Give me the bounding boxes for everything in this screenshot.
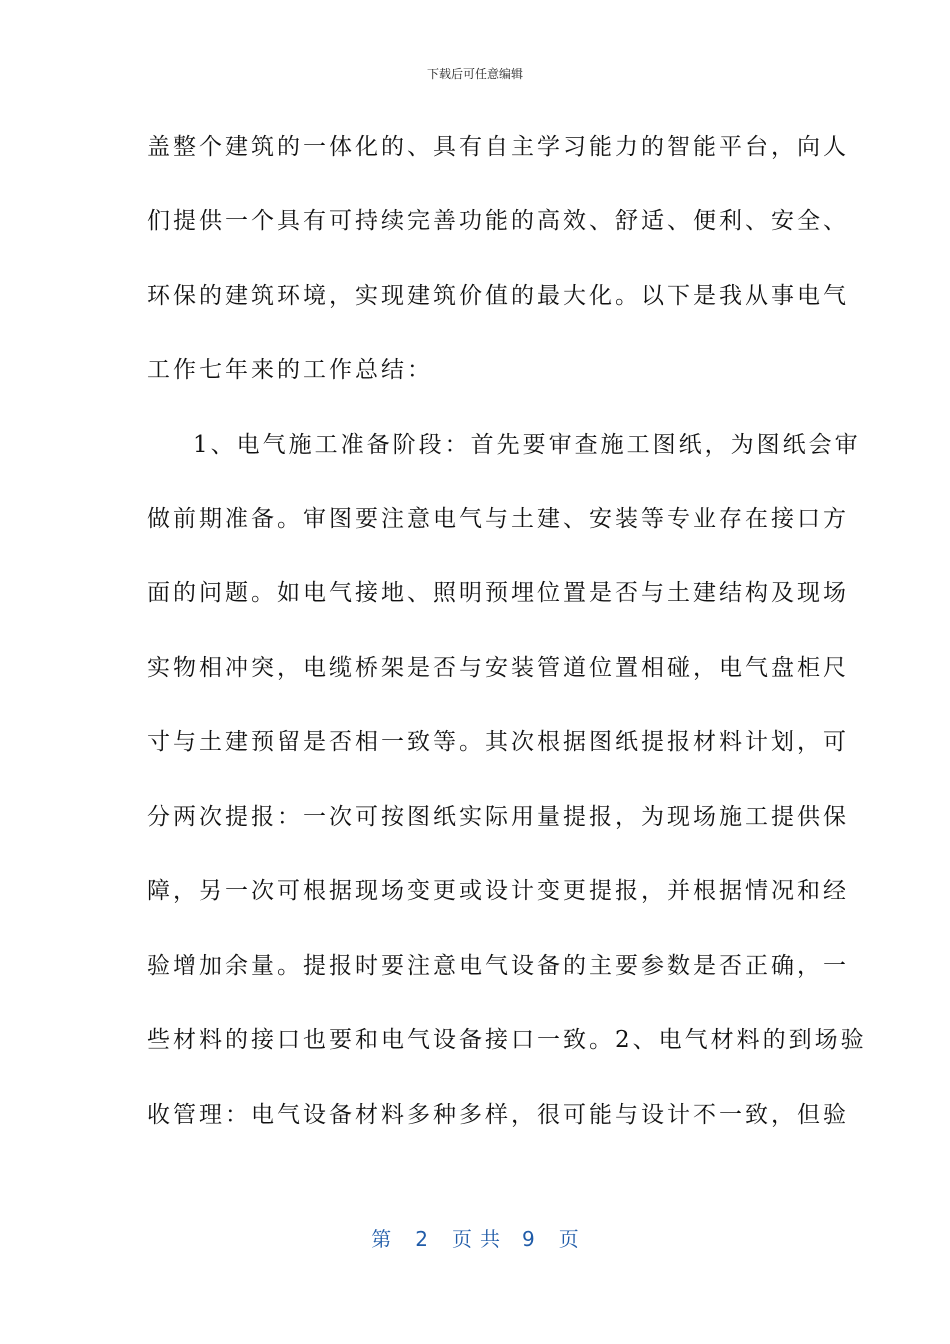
text-line: 障，另一次可根据现场变更或设计变更提报，并根据情况和经	[147, 878, 849, 904]
text-line: 面的问题。如电气接地、照明预埋位置是否与土建结构及现场	[147, 580, 849, 606]
text-line: 做前期准备。审图要注意电气与土建、安装等专业存在接口方	[147, 506, 849, 532]
text-line: 收管理：电气设备材料多种多样，很可能与设计不一致，但验	[147, 1102, 849, 1128]
text-line: 环保的建筑环境，实现建筑价值的最大化。以下是我从事电气	[147, 283, 849, 309]
text-line: 1、电气施工准备阶段：首先要审查施工图纸，为图纸会审	[193, 432, 861, 458]
footer-middle: 页共	[452, 1227, 508, 1251]
footer-prefix: 第	[371, 1227, 392, 1251]
text-line: 寸与土建预留是否相一致等。其次根据图纸提报材料计划，可	[147, 729, 849, 755]
text-line: 验增加余量。提报时要注意电气设备的主要参数是否正确，一	[147, 953, 849, 979]
text-line: 实物相冲突，电缆桥架是否与安装管道位置相碰，电气盘柜尺	[147, 655, 849, 681]
text-line: 工作七年来的工作总结：	[147, 357, 433, 383]
text-line: 盖整个建筑的一体化的、具有自主学习能力的智能平台，向人	[147, 134, 849, 160]
text-line: 些材料的接口也要和电气设备接口一致。2、电气材料的到场验	[147, 1027, 867, 1053]
footer-total-pages: 9	[522, 1227, 535, 1251]
footer-suffix: 页	[558, 1227, 579, 1251]
text-line: 们提供一个具有可持续完善功能的高效、舒适、便利、安全、	[147, 208, 849, 234]
page-header-note: 下载后可任意编辑	[426, 67, 523, 81]
page-footer	[0, 1226, 950, 1252]
text-line: 分两次提报：一次可按图纸实际用量提报，为现场施工提供保	[147, 804, 849, 830]
footer-current-page: 2	[415, 1227, 428, 1251]
